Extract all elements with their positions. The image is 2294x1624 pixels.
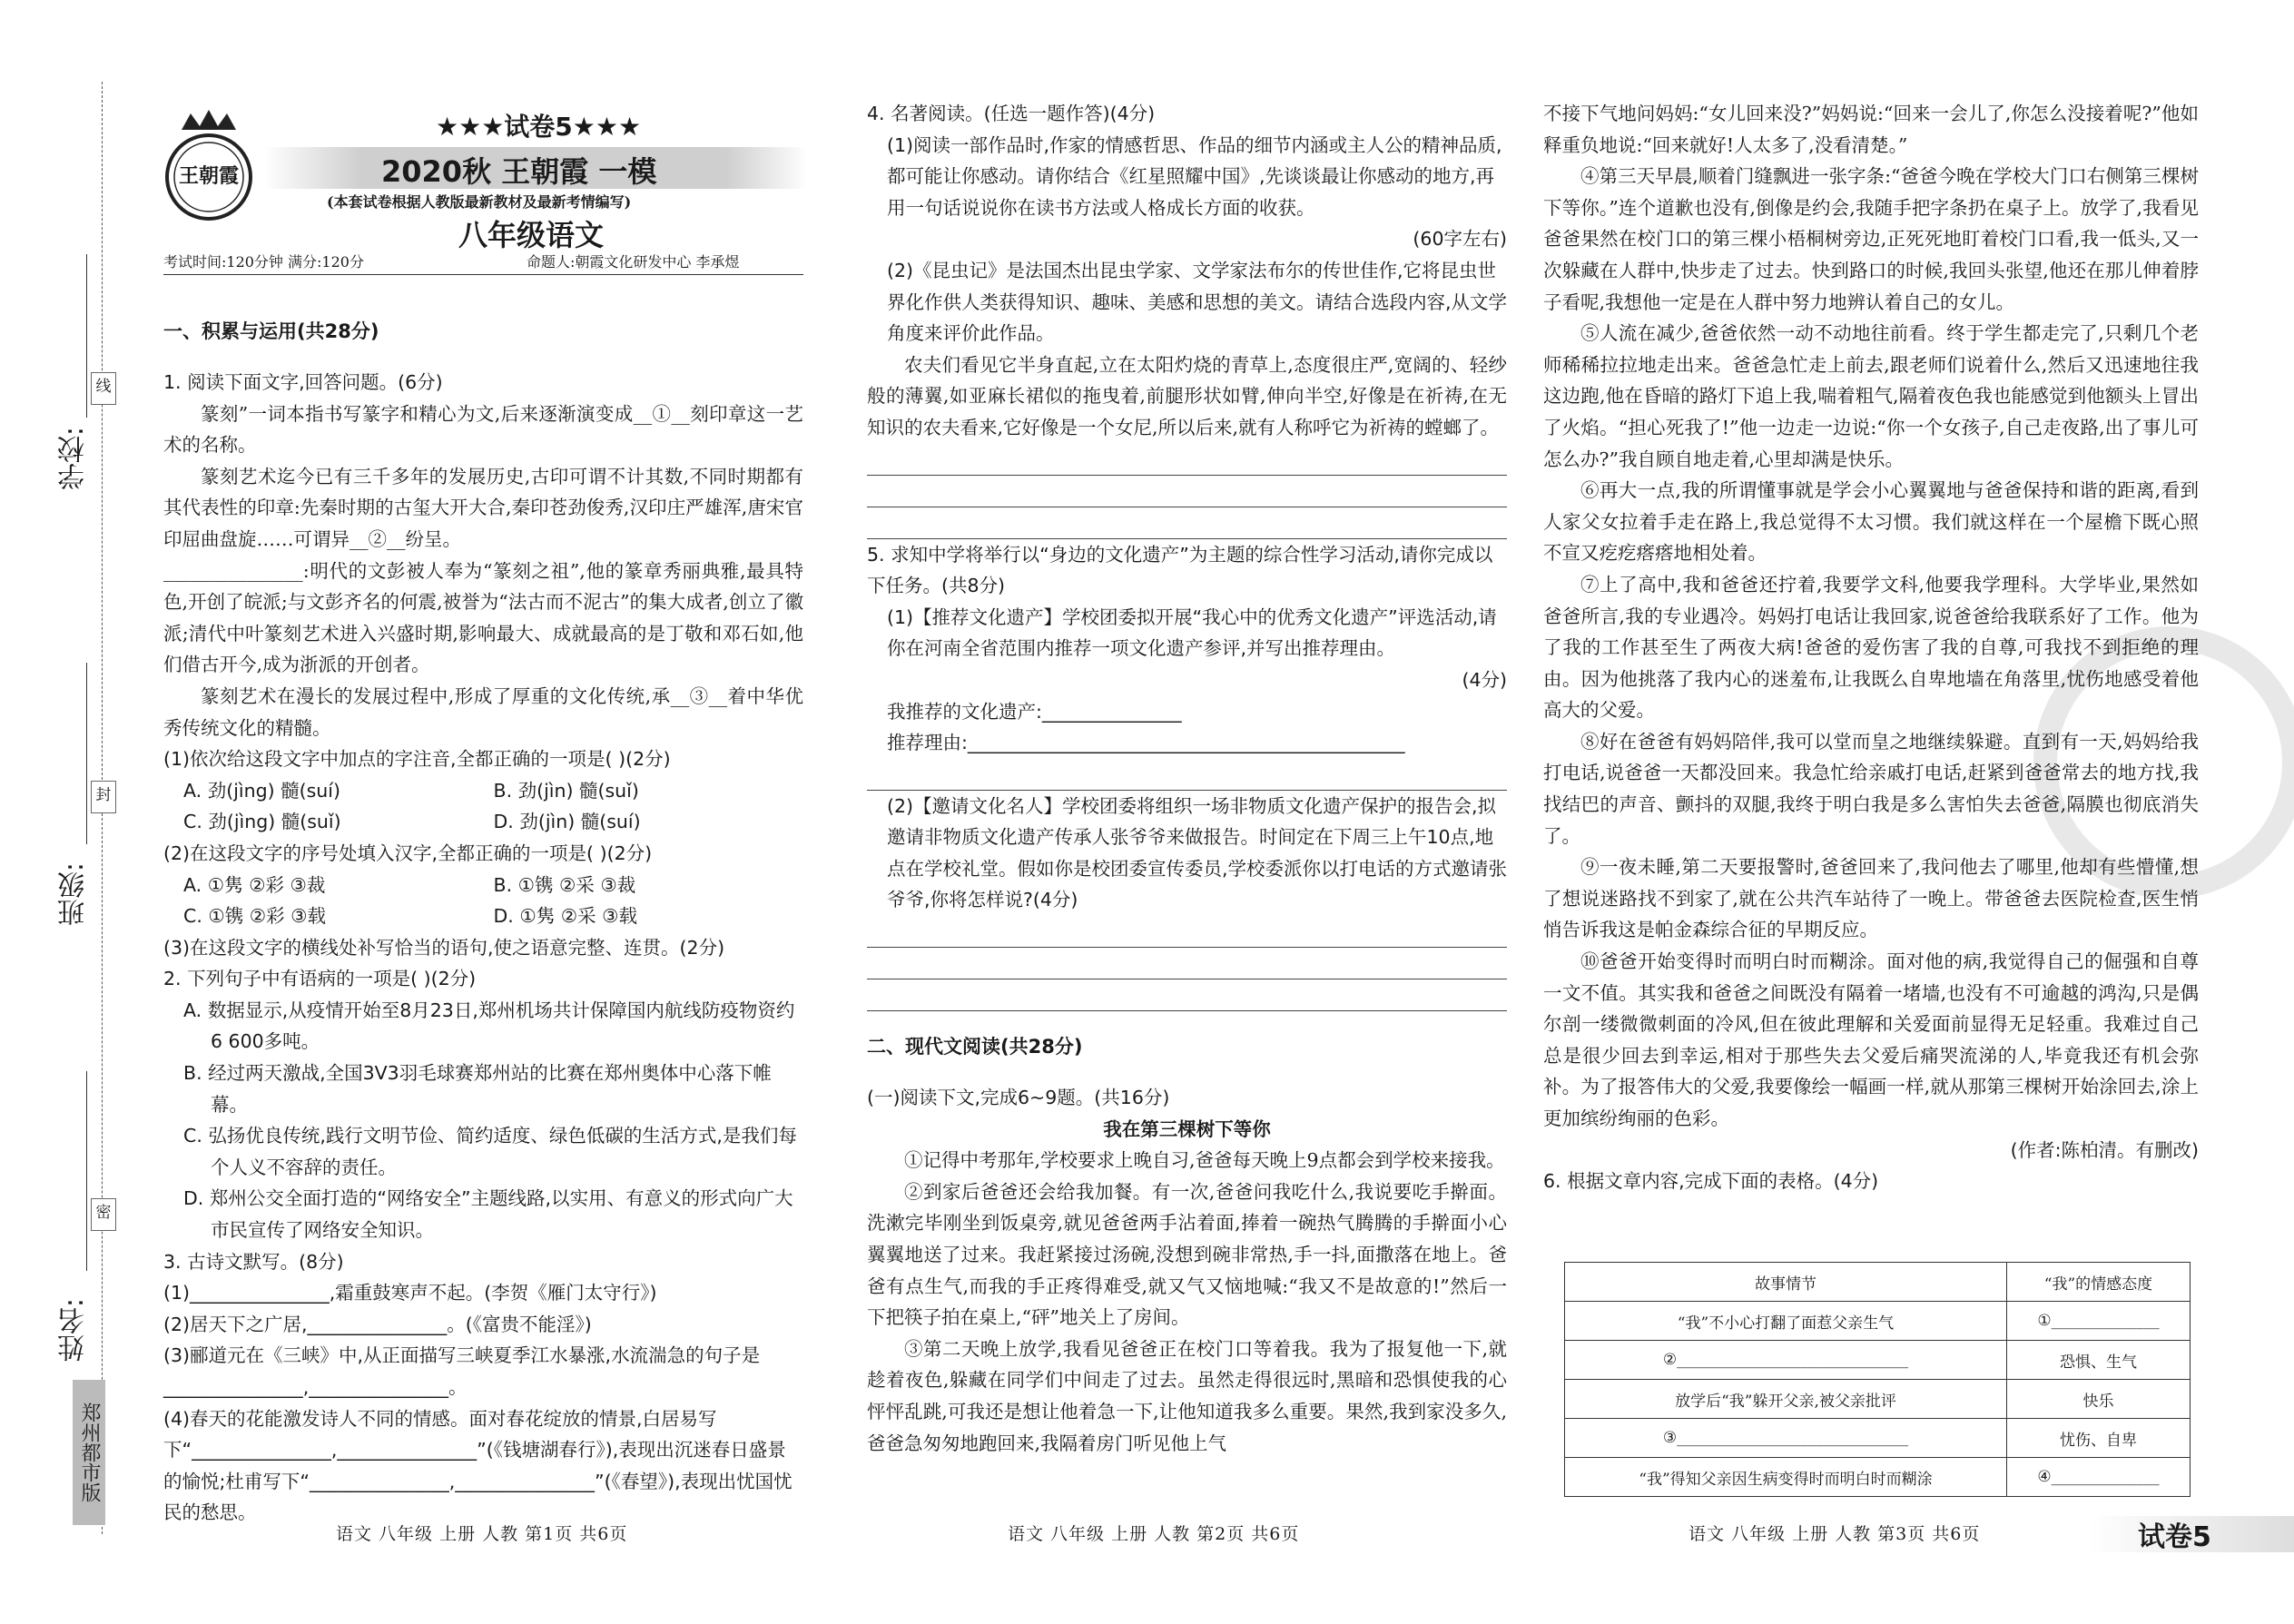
question-text: 2. 下列句子中有语病的一项是( )(2分)	[163, 968, 477, 990]
sub-question-text: (1)【推荐文化遗产】学校团委拟开展“我心中的优秀文化遗产”评选活动,请你在河南全省范围内推荐一项文化遗产参评,并写出推荐理由。	[887, 605, 1497, 660]
question-text: 5. 求知中学将举行以“身边的文化遗产”为主题的综合性学习活动,请你完成以下任务。(共8分)	[867, 543, 1493, 597]
paragraph: ⑥再大一点,我的所谓懂事就是学会小心翼翼地与爸爸保持和谐的距离,看到人家父女拉着手走在路上,我总觉得不太习惯。我们就这样在一个屋檐下既心照不宣又疙疙瘩瘩地相处着。	[1543, 479, 2199, 565]
table-cell-plot[interactable]: ②______________________________	[1565, 1341, 2007, 1380]
option-item[interactable]: A. ①隽 ②彩 ③裁	[183, 873, 326, 896]
header-rule	[163, 274, 803, 275]
table-cell-emotion[interactable]: ④______________	[2007, 1458, 2191, 1497]
option-item[interactable]: C. 劲(jìng) 髓(suǐ)	[183, 811, 341, 833]
question-text: (3)郦道元在《三峡》中,从正面描写三峡夏季江水暴涨,水流湍急的句子是_______________,_______________。	[163, 1344, 761, 1398]
table-cell-plot: “我”得知父亲因生病变得时而明白时而糊涂	[1565, 1458, 2007, 1497]
sub-question-text: (2)【邀请文化名人】学校团委将组织一场非物质文化遗产保护的报告会,拟邀请非物质文化遗产传承人张爷爷来做报告。时间定在下周三上午10点,地点在学校礼堂。假如你是校团委宣传委员,学校委派你以打电话的方式邀请张爷爷,你将怎样说?(4分)	[887, 794, 1508, 911]
sub-question-text: 推荐理由:_______________________________________________	[887, 732, 1405, 754]
paragraph: 农夫们看见它半身直起,立在太阳灼烧的青草上,态度很庄严,宽阔的、轻纱般的薄翼,如亚麻长裙似的拖曳着,前腿形状如臂,伸向半空,好像是在祈祷,在无知识的农夫看来,它好像是一个女尼,所以后来,就有人称呼它为祈祷的螳螂了。	[867, 353, 1507, 438]
sub-question-text: 我推荐的文化遗产:_______________	[887, 700, 1182, 723]
question-6-table	[1564, 1262, 2191, 1497]
seal-mark-line: 线	[91, 372, 116, 405]
class-field[interactable]	[86, 663, 87, 844]
table-cell-plot[interactable]: ③______________________________	[1565, 1419, 2007, 1458]
table-row	[1565, 1419, 2191, 1458]
answer-line[interactable]	[867, 444, 1507, 476]
question-text: 1. 阅读下面文字,回答问题。(6分)	[163, 371, 443, 393]
page-2-footer: 语文 八年级 上册 人教 第2页 共6页	[1008, 1524, 1300, 1544]
page-1-footer: 语文 八年级 上册 人教 第1页 共6页	[336, 1524, 628, 1544]
option-item[interactable]: A. 劲(jìng) 髓(suí)	[183, 779, 340, 802]
brand-title: 2020秋 王朝霞 一模	[381, 154, 657, 189]
answer-line[interactable]	[867, 759, 1507, 791]
class-label: 班级:	[58, 862, 90, 927]
note-text: (作者:陈柏清。有删改)	[2010, 1138, 2199, 1161]
author-info: 命题人:朝霞文化研发中心 李承煜	[527, 253, 740, 271]
table-cell-emotion[interactable]: ①______________	[2007, 1302, 2191, 1341]
paragraph: ⑧好在爸爸有妈妈陪伴,我可以堂而皇之地继续躲避。直到有一天,妈妈给我打电话,说爸爸一天都没回来。我急忙给亲戚打电话,赶紧到爸爸常去的地方找,我找结巴的声音、颤抖的双腿,我终于明白我是多么害怕失去爸爸,隔膜也彻底消失了。	[1543, 730, 2199, 847]
sub-question-text: (1)阅读一部作品时,作家的情感哲思、作品的细节内涵或主人公的精神品质,都可能让你感动。请你结合《红星照耀中国》,先谈谈最让你感动的地方,再用一句话说说你在读书方法或人格成长方面的收获。	[887, 133, 1502, 219]
subject-title: 八年级语文	[458, 218, 605, 252]
table-cell-emotion: 忧伤、自卑	[2007, 1419, 2191, 1458]
paper-number: ★★★试卷5★★★	[436, 112, 642, 142]
paragraph: ⑨一夜未睡,第二天要报警时,爸爸回来了,我问他去了哪里,他却有些懵懂,想了想说迷路找不到家了,就在公共汽车站待了一晚上。带爸爸去医院检查,医生悄悄告诉我这是帕金森综合征的早期反应。	[1543, 856, 2199, 941]
note-text: (4分)	[1462, 668, 1507, 691]
option-item[interactable]: B. 劲(jìn) 髓(suǐ)	[493, 779, 639, 802]
table-header-plot: 故事情节	[1565, 1263, 2007, 1302]
question-text: 4. 名著阅读。(任选一题作答)(4分)	[867, 103, 1156, 124]
question-text: 3. 古诗文默写。(8分)	[163, 1250, 344, 1273]
choice-option: C. 弘扬优良传统,践行文明节俭、简约适度、绿色低碳的生活方式,是我们每个人义不容辞的责任。	[183, 1125, 797, 1178]
name-field[interactable]	[86, 1071, 87, 1271]
table-row	[1565, 1302, 2191, 1341]
answer-options	[163, 806, 803, 838]
question-text: (1)依次给这段文字中加点的字注音,全都正确的一项是( )(2分)	[163, 748, 671, 771]
paragraph: ⑩爸爸开始变得时而明白时而糊涂。面对他的病,我觉得自己的倔强和自尊一文不值。其实我和爸爸之间既没有隔着一堵墙,也没有不可逾越的鸿沟,只是偶尔剖一缕微微刺面的冷风,但在彼此理解和关爱面前显得无足轻重。我难过自己总是很少回去到幸运,相对于那些失去父爱后痛哭流涕的人,毕竟我还有机会弥补。为了报答伟大的父爱,我要像绘一幅画一样,就从那第三棵树开始涂回去,涂上更加缤纷绚丽的色彩。	[1543, 950, 2199, 1129]
paragraph: ②到家后爸爸还会给我加餐。有一次,爸爸问我吃什么,我说要吃手擀面。洗漱完毕刚坐到饭桌旁,就见爸爸两手沾着面,捧着一碗热气腾腾的手擀面小心翼翼地送了过来。我赶紧接过汤碗,没想到碗非常热,手一抖,面撒落在地上。爸爸有点生气,而我的手正疼得难受,就又气又恼地喊:“我又不是故意的!”然后一下把筷子拍在桌上,“砰”地关上了房间。	[867, 1180, 1507, 1329]
brand-logo	[154, 104, 263, 222]
table-row	[1565, 1341, 2191, 1380]
paragraph: ①记得中考那年,学校要求上晚自习,爸爸每天晚上9点都会到学校来接我。	[904, 1149, 1505, 1172]
table-row	[1565, 1380, 2191, 1419]
school-field[interactable]	[86, 254, 87, 418]
option-item[interactable]: D. 劲(jìn) 髓(suí)	[493, 811, 641, 833]
seal-mark-seal: 封	[91, 781, 116, 813]
seal-mark-secret: 密	[91, 1198, 116, 1231]
note-text: (60字左右)	[1413, 228, 1507, 251]
paragraph: ⑤人流在减少,爸爸依然一动不动地往前看。终于学生都走完了,只剩几个老师稀稀拉拉地走出来。爸爸急忙走上前去,跟老师们说着什么,然后又迅速地往我这边跑,他在昏暗的路灯下追上我,喘着粗气,隔着夜色我也能感觉到他额头上冒出了火焰。“担心死我了!”他一边走一边说:“你一个女孩子,自己走夜路,出了事儿可怎么办?”我自顾自地走着,心里却满是快乐。	[1543, 322, 2199, 470]
answer-line[interactable]	[867, 476, 1507, 507]
answer-line[interactable]	[867, 979, 1507, 1011]
choice-option: D. 郑州公交全面打造的“网络安全”主题线路,以实用、有意义的形式向广大市民宣传了网络安全知识。	[183, 1187, 793, 1242]
question-text: (3)在这段文字的横线处补写恰当的语句,使之语意完整、连贯。(2分)	[163, 936, 725, 959]
name-label: 姓名:	[58, 1298, 90, 1363]
question-text: (一)阅读下文,完成6~9题。(共16分)	[867, 1087, 1170, 1109]
answer-line[interactable]	[867, 948, 1507, 979]
paragraph: ④第三天早晨,顺着门缝飘进一张字条:“爸爸今晚在学校大门口右侧第三棵树下等你。”连个道歉也没有,倒像是约会,我随手把字条扔在桌子上。放学了,我看见爸爸果然在校门口的第三棵小梧桐树旁边,正死死地盯着校门口看,我一低头,又一次躲藏在人群中,快步走了过去。快到路口的时候,我回头张望,他还在那儿伸着脖子看呢,我想他一定是在人群中努力地辨认着自己的女儿。	[1543, 165, 2199, 313]
choice-option: A. 数据显示,从疫情开始至8月23日,郑州机场共计保障国内航线防疫物资约6 600多吨。	[183, 999, 795, 1053]
section-heading: 一、积累与运用(共28分)	[163, 320, 379, 342]
school-label: 学校:	[58, 427, 90, 491]
exam-info: 考试时间:120分钟 满分:120分	[163, 253, 364, 271]
paragraph: ⑦上了高中,我和爸爸还拧着,我要学文科,他要我学理科。大学毕业,果然如爸爸所言,我的专业遇冷。妈妈打电话让我回家,说爸爸给我联系好了工作。他为了我的工作甚至生了两夜大病!爸爸的爱伤害了我的自尊,可我找不到拒绝的理由。因为他挑落了我内心的迷羞布,让我既么自卑地墙在角落里,忧伤地感受着他高大的父爱。	[1543, 573, 2199, 722]
footer-badge: 试卷5	[2138, 1521, 2211, 1553]
table-cell-emotion: 恐惧、生气	[2007, 1341, 2191, 1380]
page-3-column	[1543, 98, 2199, 1197]
question-text: (4)春天的花能激发诗人不同的情感。面对春花绽放的情景,白居易写下“_______________,_______________”(《钱塘湖春行》),表现出沉迷春日盛景的愉悦;杜甫写下“_______________,_______________”(《春望》),表现出忧国忧民的愁思。	[163, 1407, 793, 1524]
answer-options	[163, 775, 803, 807]
paragraph: ③第二天晚上放学,我看见爸爸正在校门口等着我。我为了报复他一下,就趁着夜色,躲藏在同学们中间走了过去。虽然走得很远时,黑暗和恐惧使我的心怦怦乱跳,可我还是想让他着急一下,让他知道我多么重要。果然,我到家没多久,爸爸急匆匆地跑回来,我隔着房门听见他上气	[867, 1337, 1507, 1454]
page-2-column	[867, 98, 1507, 1459]
sub-question-text: (2)《昆虫记》是法国杰出昆虫学家、文学家法布尔的传世佳作,它将昆虫世界化作供人类获得知识、趣味、美感和思想的美文。请结合选段内容,从文学角度来评价此作品。	[887, 259, 1508, 345]
answer-options	[163, 870, 803, 901]
paragraph: 篆刻”一词本指书写篆字和精心为文,后来逐渐演变成__①__刻印章这一艺术的名称。	[163, 402, 803, 457]
option-item[interactable]: B. ①镌 ②采 ③裁	[493, 873, 636, 896]
article-title: 我在第三棵树下等你	[1103, 1117, 1271, 1140]
table-row	[1565, 1458, 2191, 1497]
option-item[interactable]: D. ①隽 ②采 ③载	[493, 905, 637, 928]
table-header-emotion: “我”的情感态度	[2007, 1263, 2191, 1302]
table-cell-plot: “我”不小心打翻了面惹父亲生气	[1565, 1302, 2007, 1341]
choice-option: B. 经过两天激战,全国3V3羽毛球赛郑州站的比赛在郑州奥体中心落下帷幕。	[183, 1062, 772, 1116]
question-text: (2)居天下之广居,_______________。(《富贵不能淫》)	[163, 1313, 592, 1335]
question-text: (2)在这段文字的序号处填入汉字,全都正确的一项是( )(2分)	[163, 842, 653, 864]
page-3-footer: 语文 八年级 上册 人教 第3页 共6页	[1689, 1524, 1981, 1544]
option-item[interactable]: C. ①镌 ②彩 ③载	[183, 905, 327, 928]
table-cell-plot: 放学后“我”躲开父亲,被父亲批评	[1565, 1380, 2007, 1419]
answer-options	[163, 901, 803, 932]
logo-text: 王朝霞	[178, 164, 239, 188]
answer-line[interactable]	[867, 507, 1507, 539]
table-cell-emotion: 快乐	[2007, 1380, 2191, 1419]
paragraph: 篆刻艺术迄今已有三千多年的发展历史,古印可谓不计其数,不同时期都有其代表性的印章:先秦时期的古玺大开大合,秦印苍劲俊秀,汉印庄严雄浑,唐宋官印屈曲盘旋……可谓异__②__纷呈。	[163, 465, 803, 550]
answer-line[interactable]	[867, 916, 1507, 948]
question-text: (1)_______________,霜重鼓寒声不起。(李贺《雁门太守行》)	[163, 1282, 657, 1304]
paragraph: 篆刻艺术在漫长的发展过程中,形成了厚重的文化传统,承__③__着中华优秀传统文化的精髓。	[163, 684, 803, 739]
edition-badge: 郑州都市版	[73, 1380, 105, 1525]
paragraph: 不接下气地问妈妈:“女儿回来没?”妈妈说:“回来一会儿了,你怎么没接着呢?”他如释重负地说:“回来就好!人太多了,没看清楚。”	[1543, 103, 2199, 156]
section-heading: 二、现代文阅读(共28分)	[867, 1036, 1083, 1058]
subtitle: (本套试卷根据人教版最新教材及最新考情编写)	[327, 193, 632, 211]
paragraph: _______________:明代的文彭被人奉为“篆刻之祖”,他的篆章秀丽典雅,最具特色,开创了皖派;与文彭齐名的何震,被誉为“法古而不泥古”的集大成者,创立了徽派;清代中叶篆刻艺术进入兴盛时期,影响最大、成就最高的是丁敬和邓石如,他们借古开今,成为浙派的开创者。	[163, 559, 803, 676]
question-text: 6. 根据文章内容,完成下面的表格。(4分)	[1543, 1170, 1879, 1193]
page-1-column	[163, 296, 803, 1529]
